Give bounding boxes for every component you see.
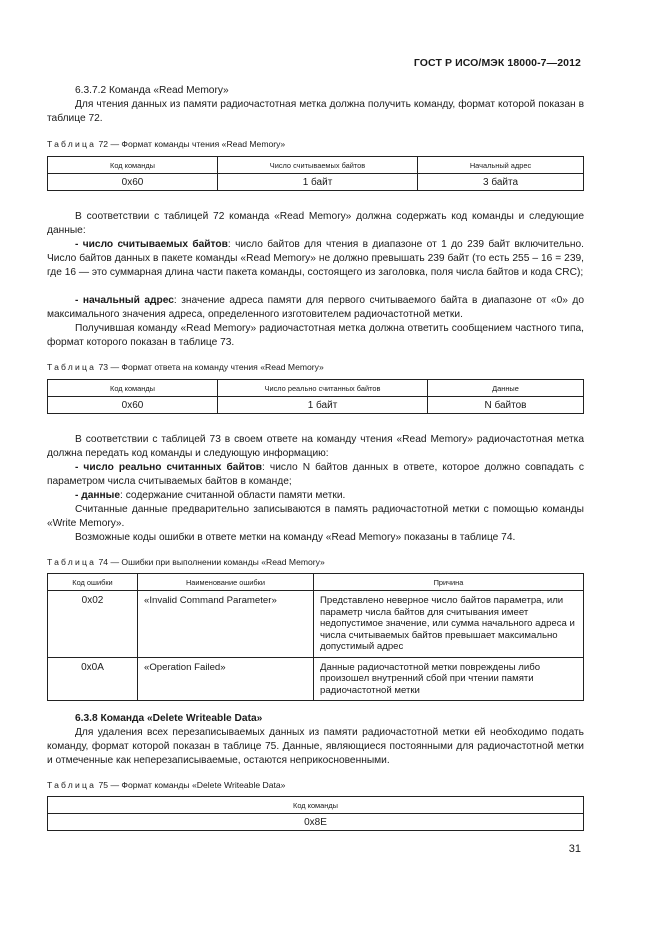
- standard-header: ГОСТ Р ИСО/МЭК 18000-7—2012: [413, 57, 581, 69]
- table-cell: 1 байт: [218, 397, 428, 414]
- table-caption-text: 74 — Ошибки при выполнении команды «Read Memory»: [98, 557, 325, 567]
- paragraph: В соответствии с таблицей 72 команда «Read Memory» должна содержать код команды и следующие данные:: [47, 211, 584, 236]
- section-heading-6-3-8: 6.3.8 Команда «Delete Writeable Data»: [75, 713, 263, 724]
- table-header-cell: Код команды: [48, 797, 584, 814]
- bullet-term: - число реально считанных байтов: [75, 462, 263, 473]
- table-73: [47, 379, 584, 414]
- error-code-cell: 0x02: [48, 591, 138, 658]
- bullet-text: : число N байтов данных в ответе, которое должно совпадать с параметром числа считываемых байтов в команде;: [47, 462, 584, 487]
- table-caption-text: 72 — Формат команды чтения «Read Memory»: [98, 139, 286, 149]
- page-number: 31: [568, 843, 581, 855]
- table-label: Таблица: [47, 139, 97, 149]
- table-75-caption: [47, 780, 285, 790]
- bullet-text: : содержание считанной области памяти метки.: [120, 490, 346, 501]
- table-73-caption: [47, 362, 324, 372]
- table-cell: N байтов: [428, 397, 584, 414]
- table-header-cell: Число реально считанных байтов: [218, 380, 428, 397]
- table-cell: 0x8E: [48, 814, 584, 831]
- table-cell: 0x60: [48, 397, 218, 414]
- section-heading-6-3-7-2: 6.3.7.2 Команда «Read Memory»: [75, 85, 229, 96]
- table-header-cell: Начальный адрес: [418, 157, 584, 174]
- table-label: Таблица: [47, 780, 97, 790]
- table-caption-text: 75 — Формат команды «Delete Writeable Data»: [98, 780, 286, 790]
- bullet-text: : значение адреса памяти для первого считываемого байта в диапазоне от «0» до максимального значения адреса, определенного изготовителем радиочастотной метки.: [47, 295, 585, 320]
- table-label: Таблица: [47, 362, 97, 372]
- table-header-cell: Причина: [314, 574, 584, 591]
- table-header-cell: Код команды: [48, 380, 218, 397]
- error-code-cell: 0x0A: [48, 657, 138, 701]
- bullet-start-address: [47, 294, 584, 322]
- table-74: [47, 573, 584, 701]
- table-row: [48, 657, 584, 701]
- paragraph: Считанные данные предварительно записываются в память радиочастотной метки с помощью команды «Write Memory».: [47, 504, 584, 529]
- table-header-cell: Код команды: [48, 157, 218, 174]
- bullet-term: - данные: [75, 490, 121, 501]
- bullet-term: - начальный адрес: [75, 295, 174, 306]
- table-header-cell: Данные: [428, 380, 584, 397]
- bullet-term: - число считываемых байтов: [75, 239, 228, 250]
- paragraph: Возможные коды ошибки в ответе метки на команду «Read Memory» показаны в таблице 74.: [75, 532, 516, 543]
- bullet-bytes-to-read: [47, 238, 584, 280]
- table-header-cell: Код ошибки: [48, 574, 138, 591]
- table-72: [47, 156, 584, 191]
- table-row: [48, 591, 584, 658]
- error-name-cell: «Invalid Command Parameter»: [138, 591, 314, 658]
- table-75: [47, 796, 584, 831]
- bullet-data: [47, 489, 584, 503]
- table-label: Таблица: [47, 557, 97, 567]
- table-caption-text: 73 — Формат ответа на команду чтения «Read Memory»: [98, 362, 324, 372]
- table-cell: 1 байт: [218, 174, 418, 191]
- table-cell: 3 байта: [418, 174, 584, 191]
- table-74-caption: [47, 557, 325, 567]
- bullet-text: : число байтов для чтения в диапазоне от 1 до 239 байт включительно. Число байтов данных в пакете команды «Read Memory» не должно превышать 239 байт (то есть 255 – 16 = 239, где 16 — это суммарная длина части пакета команды, состоящего из заголовка, поля числа байтов и кода CRC);: [47, 239, 584, 278]
- table-72-caption: [47, 139, 285, 149]
- table-header-cell: Наименование ошибки: [138, 574, 314, 591]
- paragraph: Для удаления всех перезаписываемых данных из памяти радиочастотной метки ей необходимо подать команду, формат которой показан в таблице 75. Данные, являющиеся постоянными для радиочастотной метки и отмеченные как неперезаписываемые, остаются неприкосновенными.: [47, 727, 584, 766]
- error-reason-cell: Представлено неверное число байтов параметра, или параметр числа байтов для считывания имеет недопустимое значение, или сумма начального адреса и числа считываемых байтов превышает максимально допустимый адрес: [314, 591, 584, 658]
- bullet-bytes-read: [47, 461, 584, 489]
- paragraph: В соответствии с таблицей 73 в своем ответе на команду чтения «Read Memory» радиочастотная метка должна передать код команды и следующую информацию:: [47, 434, 584, 459]
- paragraph: Получившая команду «Read Memory» радиочастотная метка должна ответить сообщением частного типа, формат которого показан в таблице 73.: [47, 323, 584, 348]
- paragraph: Для чтения данных из памяти радиочастотная метка должна получить команду, формат которой показан в таблице 72.: [47, 99, 584, 124]
- error-reason-cell: Данные радиочастотной метки повреждены либо произошел внутренний сбой при чтении памяти радиочастотной метки: [314, 657, 584, 701]
- table-cell: 0x60: [48, 174, 218, 191]
- table-header-cell: Число считываемых байтов: [218, 157, 418, 174]
- error-name-cell: «Operation Failed»: [138, 657, 314, 701]
